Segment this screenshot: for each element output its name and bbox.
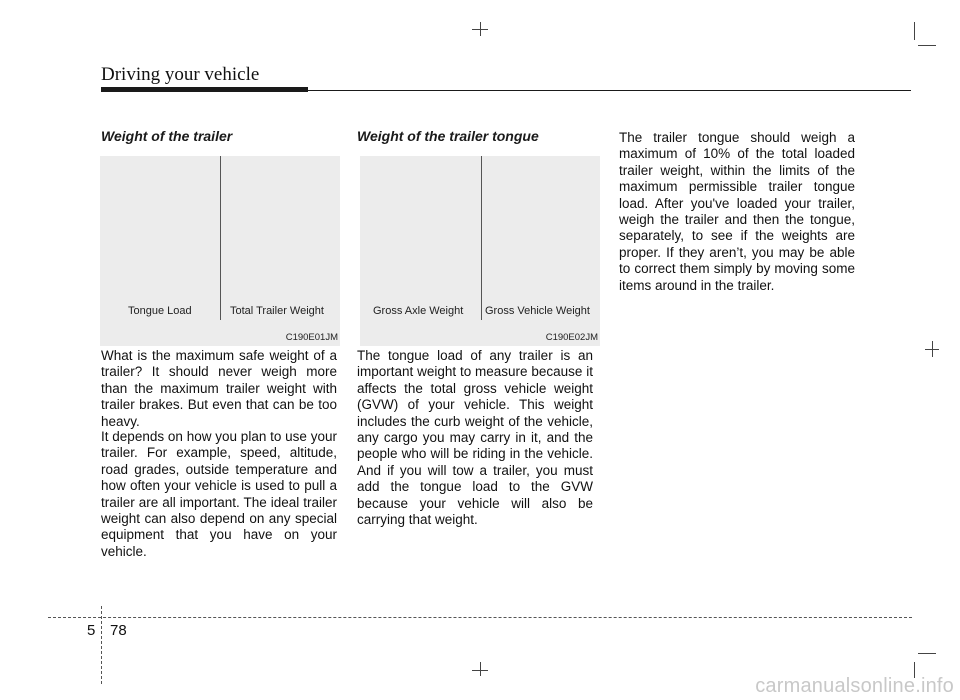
figure-label-gross-axle-weight: Gross Axle Weight <box>373 305 464 317</box>
figure-label-tongue-load: Tongue Load <box>128 305 192 317</box>
paragraph-depends-on-use: It depends on how you plan to use your trailer. For example, speed, altitude, road grades, outside temperature and how often your vehicle is used to pull a trailer are all important. The ideal trailer weight can also depend on any special equipment that you have on your vehicle. <box>101 429 337 559</box>
crop-mark-bottom-right-h <box>918 653 936 654</box>
crop-mark-top-center-h <box>472 29 488 30</box>
crop-mark-right-middle-h <box>925 349 939 350</box>
crop-mark-top-right <box>914 22 915 40</box>
chapter-number: 5 <box>87 622 96 639</box>
page-header-title: Driving your vehicle <box>101 64 260 85</box>
header-rule <box>308 90 911 91</box>
figure-label-gross-vehicle-weight: Gross Vehicle Weight <box>485 305 590 317</box>
crop-mark-bottom-center <box>480 662 481 676</box>
paragraph-max-safe-weight: What is the maximum safe weight of a trailer? It should never weigh more than the maximum trailer weight with trailer brakes. But even that can be too heavy. <box>101 348 337 429</box>
paragraph-tongue-ten-percent: The trailer tongue should weigh a maximum of 10% of the total loaded trailer weight, within the limits of the maximum permissible trailer tongue load. After you've loaded your trailer, weigh the trailer and then the tongue, separately, to see if the weights are proper. If they aren’t, you may be able to correct them simply by moving some items around in the trailer. <box>619 130 855 293</box>
heading-weight-of-tongue: Weight of the trailer tongue <box>357 128 539 144</box>
figure-code: C190E01JM <box>285 332 338 343</box>
watermark-text: carmanualsonline.info <box>755 675 954 697</box>
crop-mark-top-right-h <box>918 45 936 46</box>
header-bar <box>101 87 308 92</box>
figure-code: C190E02JM <box>545 332 598 343</box>
footer-rule <box>48 617 912 618</box>
paragraph-tongue-load: The tongue load of any trailer is an important weight to measure because it affects the total gross vehicle weight (GVW) of your vehicle. This weight includes the curb weight of the vehicle, any cargo you may carry in it, and the people who will be riding in the vehicle. And if you will tow a trailer, you must add the tongue load to the GVW because your vehicle will also be carrying that weight. <box>357 348 593 528</box>
figure-divider <box>481 156 482 320</box>
figure-tongue-weight <box>360 156 600 346</box>
page-number: 78 <box>110 622 127 639</box>
figure-label-total-trailer-weight: Total Trailer Weight <box>230 305 324 317</box>
crop-mark-bottom-center-h <box>472 670 488 671</box>
heading-weight-of-trailer: Weight of the trailer <box>101 128 233 144</box>
figure-trailer-weight <box>100 156 340 346</box>
footer-vertical-rule <box>101 606 102 684</box>
figure-divider <box>220 156 221 320</box>
